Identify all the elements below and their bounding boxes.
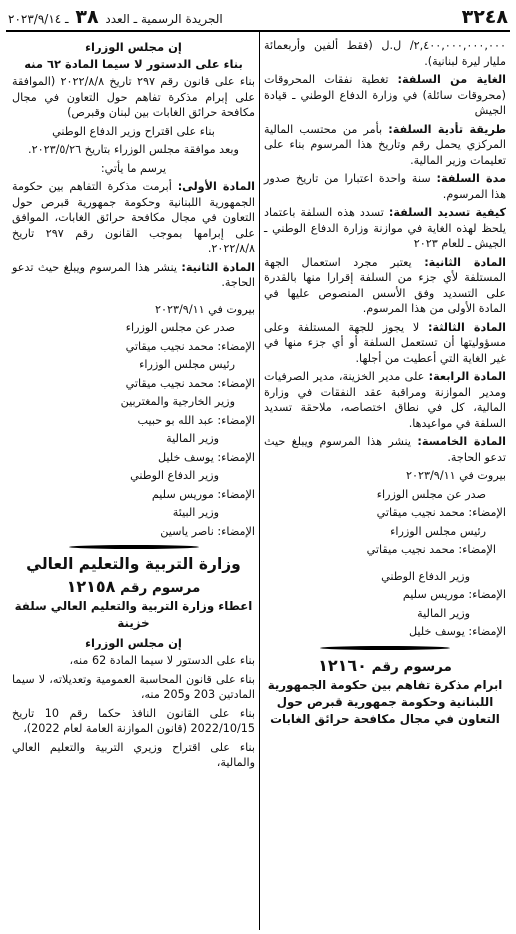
page-header — [6, 0, 510, 32]
signature-line: الإمضاء: يوسف خليل — [157, 450, 255, 464]
ministry-heading: وزارة التربية والتعليم العالي — [26, 555, 241, 573]
clause-text: تسدد هذه السلفة باعتماد يلحظ لهذه الغاية في موازنة وزارة الدفاع الوطني ـ الجيش ـ للعام ٢٠٢٣ — [264, 206, 506, 250]
signature-line: الإمضاء: محمد نجيب ميقاتي — [125, 339, 255, 353]
signature-line: وزير الخارجية والمغتربين — [120, 395, 235, 408]
signature-line: رئيس مجلس الوزراء — [139, 358, 235, 371]
signature-line: وزير الدفاع الوطني — [381, 569, 470, 583]
clause-text: سنة واحدة اعتبارا من تاريخ صدور هذا المرسوم. — [264, 172, 506, 201]
section-divider — [264, 646, 506, 650]
signature-line: صدر عن مجلس الوزراء — [125, 321, 235, 334]
paragraph — [264, 72, 506, 119]
article — [12, 260, 255, 291]
clause-label: كيفية تسديد السلفة: — [388, 206, 506, 219]
place-date: بيروت في ٢٠٢٣/٩/١١ — [406, 469, 506, 482]
signature-line: وزير الدفاع الوطني — [130, 469, 219, 482]
article-text: ينشر هذا المرسوم ويبلغ حيث تدعو الحاجة. — [12, 260, 255, 289]
clause-label: طريقة تأدية السلفة: — [388, 122, 506, 136]
article-label: المادة الأولى: — [177, 180, 256, 193]
right-column — [259, 32, 510, 930]
decree-subject: ابرام مذكرة تفاهم بين حكومة الجمهورية اللبنانية وحكومة جمهورية قبرص حول التعاون في مجال مكافحة حرائق الغابات — [267, 677, 503, 726]
journal-prefix: الجريدة الرسمية ـ العدد — [105, 12, 223, 26]
clause-label: الغاية من السلفة: — [397, 73, 506, 86]
paragraph: بناء على اقتراح وزيري التربية والتعليم العالي والمالية، — [12, 740, 255, 769]
signature-line: الإمضاء: ناصر ياسين — [160, 524, 255, 538]
section-heading: إن مجلس الوزراء — [85, 40, 182, 54]
decree-number: ١٢١٦٠ — [318, 655, 367, 675]
section-heading: بناء على الدستور لا سيما المادة ٦٢ منه — [24, 57, 243, 71]
signature-line: وزير المالية — [166, 432, 219, 445]
paragraph: وبعد موافقة مجلس الوزراء بتاريخ ٢٠٢٣/٥/٢٦. — [28, 143, 239, 156]
article — [12, 179, 255, 257]
article-label: المادة الثانية: — [424, 255, 506, 269]
signature-line: وزير البيئة — [172, 506, 219, 519]
decree-label: مرسوم رقم — [371, 658, 452, 675]
article — [264, 369, 506, 431]
article-text: لا يجوز للجهة المستلفة وعلى مسؤوليتها أن تستعمل السلفة أو أي جزء منها في غير الغاية التي أعطيت من أجلها. — [264, 320, 506, 365]
section-heading: إن مجلس الوزراء — [85, 636, 182, 650]
article — [264, 255, 506, 317]
left-column — [8, 32, 259, 930]
signature-line: الإمضاء: موريس سليم — [402, 588, 506, 601]
page-number: ٣٢٤٨ — [461, 6, 508, 28]
signature-line: صدر عن مجلس الوزراء — [376, 487, 486, 501]
paragraph: بناء على قانون المحاسبة العمومية وتعديلاته، لا سيما المادتين 203 و205 منه، — [12, 672, 255, 701]
issue-date: ـ ٢٠٢٣/٩/١٤ — [8, 12, 69, 26]
decree-title — [12, 577, 255, 596]
paragraph: يرسم ما يأتي: — [100, 161, 167, 175]
paragraph: بناء على القانون النافذ حكما رقم 10 تاريخ 2022/10/15 (قانون الموازنة العامة لعام 2022)، — [12, 706, 255, 735]
article-label: المادة الخامسة: — [417, 435, 506, 448]
journal-title — [8, 6, 223, 28]
paragraph — [264, 171, 506, 202]
decree-title — [264, 656, 506, 675]
signature-line: الإمضاء: محمد نجيب ميقاتي — [125, 376, 255, 390]
paragraph: ٢,٤٠٠,٠٠٠,٠٠٠,٠٠٠/ ل.ل (فقط ألفين وأربعمائة مليار ليرة لبنانية). — [264, 39, 506, 68]
article-label: المادة الثانية: — [181, 260, 255, 274]
article-label: المادة الرابعة: — [428, 370, 506, 383]
place-date: بيروت في ٢٠٢٣/٩/١١ — [155, 302, 255, 316]
decree-number: ١٢١٥٨ — [66, 577, 116, 596]
signature-line: وزير المالية — [417, 606, 470, 620]
paragraph — [264, 205, 506, 252]
signature-line: الإمضاء: يوسف خليل — [408, 625, 506, 638]
clause-text: تغطية نفقات المحروقات (محروقات سائلة) في وزارة الدفاع الوطني ـ قيادة الجيش — [264, 73, 506, 117]
signature-line: الإمضاء: محمد نجيب ميقاتي — [376, 506, 506, 519]
paragraph — [264, 122, 506, 169]
article-text: ينشر هذا المرسوم ويبلغ حيث تدعو الحاجة. — [264, 435, 506, 464]
article — [264, 434, 506, 465]
signature-line: رئيس مجلس الوزراء — [390, 524, 486, 538]
article-text: أبرمت مذكرة التفاهم بين حكومة الجمهورية اللبنانية وحكومة جمهورية قبرص حول التعاون في مجال مكافحة حرائق الغابات، الموافق على إبرامها بموجب القانون رقم ٢٩٧ تاريخ ٢٠٢٢/٨/٨. — [12, 180, 255, 255]
article-label: المادة الثالثة: — [427, 320, 506, 334]
signature-line: الإمضاء: موريس سليم — [151, 487, 255, 501]
clause-label: مدة السلفة: — [436, 172, 506, 185]
article-text: على مدير الخزينة، مدير الصرفيات ومدير الموازنة ومراقبة عقد النفقات في وزارة المالية، كل في نطاق اختصاصه، ملاحقة تسديد السلفة في مواعيدها. — [264, 370, 506, 430]
signature-line: الإمضاء: عبد الله بو حبيب — [137, 413, 255, 427]
paragraph: بناء على قانون رقم ٢٩٧ تاريخ ٢٠٢٢/٨/٨ (الموافقة على إبرام مذكرة تفاهم حول التعاون في مجال مكافحة حرائق الغابات بين لبنان وقبرص) — [12, 75, 255, 119]
article — [264, 320, 506, 367]
paragraph: بناء على اقتراح وزير الدفاع الوطني — [52, 124, 215, 138]
decree-label: مرسوم رقم — [120, 580, 201, 596]
paragraph: بناء على الدستور لا سيما المادة 62 منه، — [69, 654, 255, 667]
section-divider — [12, 545, 255, 549]
issue-number: ٣٨ — [75, 6, 99, 28]
article-text: يعتبر مجرد استعمال الجهة المستلفة لأي جزء من السلفة إقرارا منها بالقدرة على التسديد وفق الأسس المنصوص عليها في المادة الأولى من هذا المرسوم. — [264, 255, 506, 315]
decree-subject: اعطاء وزارة التربية والتعليم العالي سلفة خزينة — [14, 599, 253, 630]
clause-text: بأمر من محتسب المالية المركزي يحمل رقم وتاريخ هذا المرسوم بناء على تعليمات وزير المالية. — [264, 122, 506, 167]
signature-line: الإمضاء: محمد نجيب ميقاتي — [366, 543, 496, 556]
